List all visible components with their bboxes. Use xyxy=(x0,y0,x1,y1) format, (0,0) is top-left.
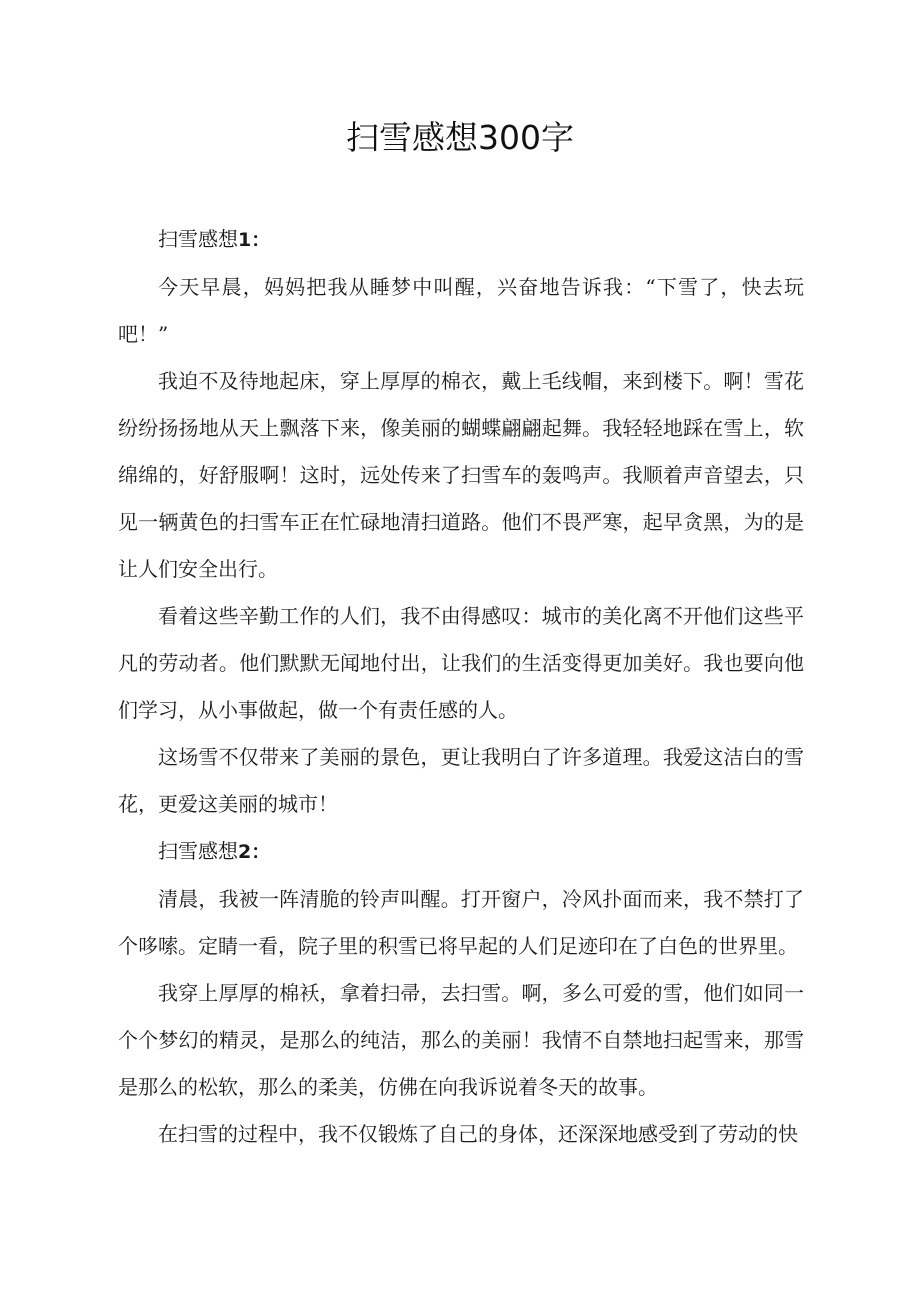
paragraph: 在扫雪的过程中，我不仅锻炼了自己的身体，还深深地感受到了劳动的快 xyxy=(158,1122,798,1146)
document-body xyxy=(118,216,804,1158)
paragraph: 今天早晨，妈妈把我从睡梦中叫醒，兴奋地告诉我：“下雪了，快去玩吧！” xyxy=(118,275,804,346)
section-2-heading xyxy=(118,828,804,876)
paragraph: 看着这些辛勤工作的人们，我不由得感叹：城市的美化离不开他们这些平凡的劳动者。他们默默无闻地付出，让我们的生活变得更加美好。我也要向他们学习，从小事做起，做一个有责任感的人。 xyxy=(118,604,804,722)
paragraph: 清晨，我被一阵清脆的铃声叫醒。打开窗户，冷风扑面而来，我不禁打了个哆嗦。定睛一看，院子里的积雪已将早起的人们足迹印在了白色的世界里。 xyxy=(118,887,804,958)
page-title: 扫雪感想300字 xyxy=(346,118,574,157)
paragraph: 我迫不及待地起床，穿上厚厚的棉衣，戴上毛线帽，来到楼下。啊！雪花纷纷扬扬地从天上飘落下来，像美丽的蝴蝶翩翩起舞。我轻轻地踩在雪上，软绵绵的，好舒服啊！这时，远处传来了扫雪车的轰鸣声。我顺着声音望去，只见一辆黄色的扫雪车正在忙碌地清扫道路。他们不畏严寒，起早贪黑，为的是让人们安全出行。 xyxy=(118,369,804,581)
paragraph: 我穿上厚厚的棉袄，拿着扫帚，去扫雪。啊，多么可爱的雪，他们如同一个个梦幻的精灵，是那么的纯洁，那么的美丽！我情不自禁地扫起雪来，那雪是那么的松软，那么的柔美，仿佛在向我诉说着冬天的故事。 xyxy=(118,981,804,1099)
section-1-heading-text: 扫雪感想 xyxy=(158,227,238,251)
section-2-heading-number: 2： xyxy=(238,841,271,863)
section-1-heading-number: 1： xyxy=(238,229,271,251)
section-2-heading-text: 扫雪感想 xyxy=(158,839,238,863)
paragraph: 这场雪不仅带来了美丽的景色，更让我明白了许多道理。我爱这洁白的雪花，更爱这美丽的城市！ xyxy=(118,745,804,816)
section-1-heading xyxy=(118,216,804,264)
